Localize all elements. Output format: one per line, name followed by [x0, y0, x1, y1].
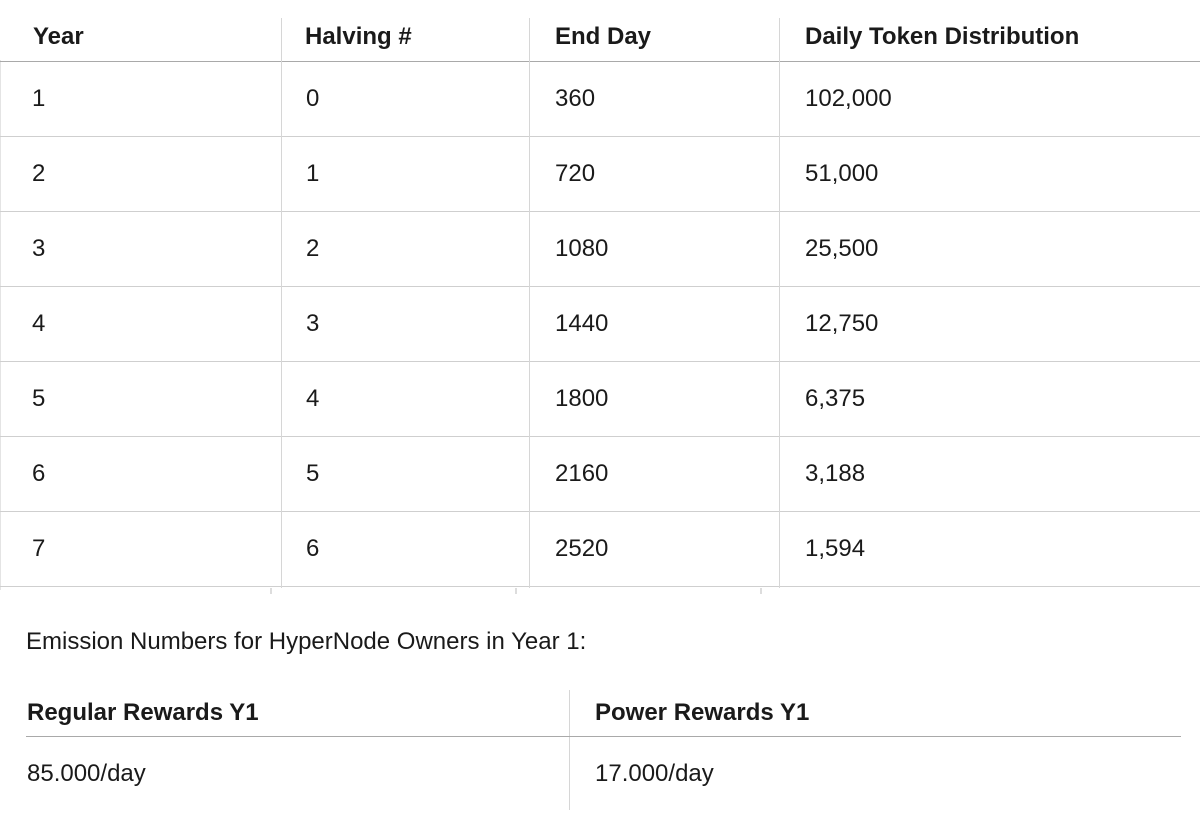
cell-end-day: 720: [555, 160, 596, 187]
table-row: [0, 437, 1200, 512]
cell-end-day: 2520: [555, 535, 609, 562]
table-header-row: [26, 690, 1181, 737]
cell-halving: 3: [306, 310, 320, 337]
rewards-caption: Emission Numbers for HyperNode Owners in Year 1:: [26, 628, 587, 655]
header-power-rewards: Power Rewards Y1: [595, 699, 810, 726]
cell-halving: 0: [306, 85, 320, 112]
column-divider: [779, 18, 780, 588]
table-row: [26, 737, 1181, 811]
cell-halving: 4: [306, 385, 320, 412]
cell-power-rewards: 17.000/day: [595, 760, 714, 787]
cell-daily-distribution: 3,188: [805, 460, 866, 487]
table-row: [0, 62, 1200, 137]
table-row: [0, 362, 1200, 437]
table-header-row: [0, 14, 1200, 62]
table-row: [0, 137, 1200, 212]
cell-halving: 1: [306, 160, 320, 187]
cell-daily-distribution: 1,594: [805, 535, 866, 562]
cell-daily-distribution: 12,750: [805, 310, 879, 337]
emission-table: [0, 14, 1200, 587]
rewards-table: [26, 690, 1181, 811]
cell-end-day: 2160: [555, 460, 609, 487]
column-divider: [281, 18, 282, 588]
cell-end-day: 360: [555, 85, 596, 112]
cell-year: 2: [32, 160, 46, 187]
cell-daily-distribution: 51,000: [805, 160, 879, 187]
cell-end-day: 1080: [555, 235, 609, 262]
table-row: [0, 512, 1200, 587]
cell-year: 4: [32, 310, 46, 337]
cell-year: 3: [32, 235, 46, 262]
header-regular-rewards: Regular Rewards Y1: [27, 699, 259, 726]
cell-daily-distribution: 6,375: [805, 385, 866, 412]
cell-year: 7: [32, 535, 46, 562]
cell-end-day: 1440: [555, 310, 609, 337]
table-row: [0, 212, 1200, 287]
scroll-tick: [515, 588, 517, 594]
header-halving: Halving #: [305, 22, 412, 50]
cell-year: 5: [32, 385, 46, 412]
header-year: Year: [33, 22, 84, 50]
table-row: [0, 287, 1200, 362]
cell-halving: 6: [306, 535, 320, 562]
cell-year: 6: [32, 460, 46, 487]
header-daily-token-distribution: Daily Token Distribution: [805, 22, 1080, 50]
cell-halving: 2: [306, 235, 320, 262]
cell-halving: 5: [306, 460, 320, 487]
cell-daily-distribution: 25,500: [805, 235, 879, 262]
scroll-tick: [760, 588, 762, 594]
scroll-tick: [270, 588, 272, 594]
cell-regular-rewards: 85.000/day: [27, 760, 146, 787]
cell-daily-distribution: 102,000: [805, 85, 892, 112]
cell-end-day: 1800: [555, 385, 609, 412]
header-end-day: End Day: [555, 22, 652, 50]
column-divider: [529, 18, 530, 588]
cell-year: 1: [32, 85, 46, 112]
